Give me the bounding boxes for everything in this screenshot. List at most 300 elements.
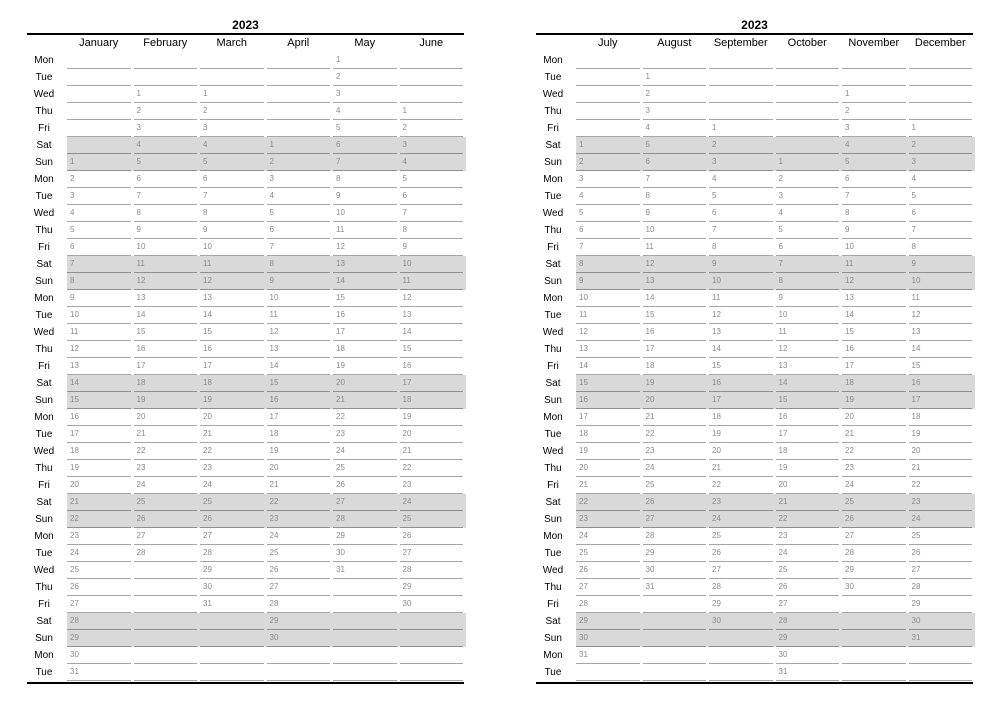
day-number: 1 bbox=[778, 157, 783, 166]
day-cell bbox=[842, 358, 909, 375]
weekday-label: Sat bbox=[36, 616, 52, 627]
day-cell bbox=[67, 205, 134, 222]
day-number: 14 bbox=[778, 378, 788, 387]
weekday-label: Fri bbox=[547, 242, 559, 253]
day-number: 23 bbox=[579, 514, 588, 523]
day-cell bbox=[200, 239, 267, 256]
day-cell bbox=[67, 409, 134, 426]
day-cell bbox=[776, 664, 843, 681]
day-number: 18 bbox=[402, 395, 412, 404]
day-number: 2 bbox=[579, 157, 584, 166]
day-cell bbox=[400, 341, 467, 358]
day-number: 12 bbox=[70, 344, 79, 353]
day-cell bbox=[576, 205, 643, 222]
day-cell bbox=[200, 647, 267, 664]
day-cell bbox=[134, 52, 201, 69]
calendar-row bbox=[536, 188, 973, 205]
day-cell bbox=[267, 460, 334, 477]
day-number: 17 bbox=[778, 429, 788, 438]
day-cell bbox=[200, 154, 267, 171]
day-number: 16 bbox=[136, 344, 146, 353]
day-number: 18 bbox=[579, 429, 588, 438]
day-number: 28 bbox=[712, 582, 721, 591]
day-cell bbox=[333, 188, 400, 205]
day-cell bbox=[67, 358, 134, 375]
day-cell bbox=[400, 69, 467, 86]
month-name-december: December bbox=[914, 37, 966, 49]
cell-underline bbox=[400, 680, 464, 681]
day-cell bbox=[400, 52, 467, 69]
weekday-label: Fri bbox=[547, 480, 559, 491]
day-cell bbox=[267, 375, 334, 392]
day-number: 17 bbox=[645, 344, 655, 353]
day-number: 12 bbox=[136, 276, 146, 285]
day-cell bbox=[842, 477, 909, 494]
day-number: 16 bbox=[336, 310, 345, 319]
day-cell bbox=[200, 545, 267, 562]
weekday-label: Sun bbox=[35, 157, 53, 168]
weekday-label: Sun bbox=[544, 633, 562, 644]
day-cell bbox=[400, 86, 467, 103]
day-number: 4 bbox=[778, 208, 783, 217]
day-cell bbox=[643, 664, 710, 681]
calendar-row bbox=[536, 69, 973, 86]
day-cell bbox=[134, 494, 201, 511]
calendar-row bbox=[536, 273, 973, 290]
bottom-rule bbox=[536, 682, 973, 684]
day-cell bbox=[909, 460, 976, 477]
day-cell bbox=[842, 596, 909, 613]
cell-underline bbox=[267, 680, 331, 681]
day-number: 26 bbox=[336, 480, 345, 489]
day-number: 4 bbox=[402, 157, 407, 166]
day-cell bbox=[267, 647, 334, 664]
day-cell bbox=[709, 426, 776, 443]
day-number: 16 bbox=[911, 378, 921, 387]
day-cell bbox=[267, 256, 334, 273]
day-number: 25 bbox=[911, 531, 921, 540]
day-cell bbox=[134, 103, 201, 120]
day-cell bbox=[333, 579, 400, 596]
calendar-row bbox=[536, 630, 973, 647]
day-cell bbox=[134, 86, 201, 103]
day-cell bbox=[643, 647, 710, 664]
day-number: 31 bbox=[911, 633, 921, 642]
day-cell bbox=[842, 494, 909, 511]
day-cell bbox=[842, 341, 909, 358]
day-cell bbox=[400, 647, 467, 664]
day-cell bbox=[842, 392, 909, 409]
calendar-half-jul-dec bbox=[536, 17, 973, 684]
day-cell bbox=[134, 358, 201, 375]
cell-underline bbox=[776, 680, 840, 681]
day-cell bbox=[776, 494, 843, 511]
day-cell bbox=[709, 392, 776, 409]
day-number: 9 bbox=[136, 225, 141, 234]
calendar-row bbox=[27, 613, 464, 630]
day-cell bbox=[134, 579, 201, 596]
calendar-row bbox=[27, 222, 464, 239]
day-number: 8 bbox=[911, 242, 916, 251]
calendar-row bbox=[536, 647, 973, 664]
day-cell bbox=[709, 545, 776, 562]
day-number: 10 bbox=[911, 276, 921, 285]
day-cell bbox=[643, 358, 710, 375]
calendar-row bbox=[536, 103, 973, 120]
day-number: 2 bbox=[778, 174, 783, 183]
cell-underline bbox=[643, 680, 707, 681]
day-cell bbox=[67, 256, 134, 273]
day-number: 26 bbox=[911, 548, 921, 557]
day-number: 10 bbox=[70, 310, 79, 319]
day-number: 10 bbox=[402, 259, 412, 268]
day-cell bbox=[842, 137, 909, 154]
calendar-row bbox=[27, 426, 464, 443]
day-cell bbox=[134, 392, 201, 409]
day-number: 23 bbox=[645, 446, 655, 455]
day-cell bbox=[709, 69, 776, 86]
day-cell bbox=[576, 341, 643, 358]
calendar-row bbox=[536, 409, 973, 426]
calendar-row bbox=[536, 528, 973, 545]
day-number: 25 bbox=[402, 514, 412, 523]
day-cell bbox=[909, 188, 976, 205]
day-cell bbox=[776, 188, 843, 205]
day-number: 1 bbox=[911, 123, 916, 132]
day-cell bbox=[909, 630, 976, 647]
day-cell bbox=[267, 324, 334, 341]
day-cell bbox=[576, 154, 643, 171]
day-cell bbox=[134, 528, 201, 545]
day-cell bbox=[643, 409, 710, 426]
day-number: 17 bbox=[203, 361, 212, 370]
day-cell bbox=[400, 205, 467, 222]
day-number: 14 bbox=[203, 310, 212, 319]
day-cell bbox=[842, 188, 909, 205]
calendar-row bbox=[27, 579, 464, 596]
calendar-row bbox=[27, 103, 464, 120]
day-number: 29 bbox=[645, 548, 655, 557]
day-number: 25 bbox=[712, 531, 721, 540]
day-number: 20 bbox=[70, 480, 79, 489]
day-number: 30 bbox=[269, 633, 279, 642]
day-cell bbox=[643, 443, 710, 460]
day-cell bbox=[67, 545, 134, 562]
weekday-label: Sat bbox=[545, 140, 561, 151]
day-cell bbox=[333, 154, 400, 171]
day-number: 14 bbox=[911, 344, 921, 353]
day-cell bbox=[400, 188, 467, 205]
day-cell bbox=[200, 256, 267, 273]
day-number: 21 bbox=[336, 395, 345, 404]
calendar-row bbox=[536, 171, 973, 188]
day-number: 7 bbox=[136, 191, 141, 200]
day-cell bbox=[643, 188, 710, 205]
weekday-label: Mon bbox=[34, 650, 54, 661]
day-cell bbox=[267, 426, 334, 443]
calendar-row bbox=[536, 86, 973, 103]
day-number: 16 bbox=[845, 344, 854, 353]
day-cell bbox=[776, 273, 843, 290]
day-number: 10 bbox=[645, 225, 655, 234]
day-cell bbox=[67, 630, 134, 647]
calendar-row bbox=[27, 494, 464, 511]
day-cell bbox=[67, 154, 134, 171]
day-cell bbox=[200, 69, 267, 86]
day-cell bbox=[776, 562, 843, 579]
day-number: 11 bbox=[203, 259, 212, 268]
day-number: 5 bbox=[778, 225, 783, 234]
day-cell bbox=[643, 154, 710, 171]
day-cell bbox=[909, 273, 976, 290]
month-name-june: June bbox=[419, 37, 444, 49]
day-number: 15 bbox=[402, 344, 412, 353]
day-number: 24 bbox=[269, 531, 279, 540]
day-cell bbox=[909, 307, 976, 324]
day-number: 22 bbox=[203, 446, 212, 455]
day-cell bbox=[842, 409, 909, 426]
day-number: 1 bbox=[336, 55, 341, 64]
day-cell bbox=[842, 443, 909, 460]
day-cell bbox=[134, 69, 201, 86]
day-number: 11 bbox=[845, 259, 854, 268]
day-number: 8 bbox=[402, 225, 407, 234]
day-cell bbox=[400, 120, 467, 137]
day-number: 16 bbox=[402, 361, 412, 370]
day-number: 7 bbox=[778, 259, 783, 268]
day-cell bbox=[842, 171, 909, 188]
weekday-label: Tue bbox=[544, 548, 562, 559]
day-cell bbox=[842, 222, 909, 239]
day-cell bbox=[134, 273, 201, 290]
day-cell bbox=[200, 477, 267, 494]
day-number: 19 bbox=[645, 378, 655, 387]
day-number: 6 bbox=[203, 174, 208, 183]
day-cell bbox=[200, 579, 267, 596]
weekday-label: Thu bbox=[544, 582, 562, 593]
day-cell bbox=[333, 630, 400, 647]
weekday-label: Mon bbox=[34, 174, 54, 185]
day-cell bbox=[400, 137, 467, 154]
calendar-row bbox=[536, 545, 973, 562]
weekday-label: Wed bbox=[542, 327, 564, 338]
day-cell bbox=[267, 562, 334, 579]
day-cell bbox=[267, 596, 334, 613]
day-number: 6 bbox=[269, 225, 274, 234]
calendar-row bbox=[536, 256, 973, 273]
day-number: 14 bbox=[712, 344, 721, 353]
day-number: 8 bbox=[645, 191, 650, 200]
day-number: 28 bbox=[336, 514, 345, 523]
day-cell bbox=[200, 324, 267, 341]
day-cell bbox=[400, 494, 467, 511]
day-number: 3 bbox=[579, 174, 584, 183]
day-cell bbox=[909, 290, 976, 307]
day-cell bbox=[200, 392, 267, 409]
day-number: 5 bbox=[70, 225, 75, 234]
weekday-label: Sun bbox=[35, 514, 53, 525]
month-name-january: January bbox=[79, 37, 119, 49]
day-number: 19 bbox=[911, 429, 921, 438]
day-cell bbox=[200, 273, 267, 290]
day-cell bbox=[134, 613, 201, 630]
day-cell bbox=[134, 154, 201, 171]
day-cell bbox=[576, 188, 643, 205]
day-cell bbox=[333, 290, 400, 307]
day-cell bbox=[643, 630, 710, 647]
day-cell bbox=[842, 290, 909, 307]
day-number: 23 bbox=[778, 531, 788, 540]
day-number: 8 bbox=[269, 259, 274, 268]
day-cell bbox=[776, 647, 843, 664]
day-cell bbox=[200, 443, 267, 460]
day-cell bbox=[909, 256, 976, 273]
weekday-label: Tue bbox=[544, 72, 562, 83]
weekday-label: Wed bbox=[542, 208, 564, 219]
day-cell bbox=[576, 545, 643, 562]
day-cell bbox=[400, 664, 467, 681]
day-number: 24 bbox=[645, 463, 655, 472]
day-number: 24 bbox=[70, 548, 79, 557]
day-cell bbox=[709, 664, 776, 681]
day-number: 2 bbox=[203, 106, 208, 115]
day-cell bbox=[67, 137, 134, 154]
day-cell bbox=[842, 154, 909, 171]
month-name-march: March bbox=[216, 37, 248, 49]
day-cell bbox=[67, 52, 134, 69]
day-number: 30 bbox=[911, 616, 921, 625]
day-cell bbox=[134, 562, 201, 579]
day-cell bbox=[67, 120, 134, 137]
day-cell bbox=[576, 528, 643, 545]
day-cell bbox=[267, 664, 334, 681]
day-number: 23 bbox=[845, 463, 854, 472]
day-cell bbox=[909, 664, 976, 681]
day-number: 6 bbox=[778, 242, 783, 251]
day-number: 23 bbox=[70, 531, 79, 540]
day-number: 24 bbox=[845, 480, 854, 489]
day-cell bbox=[643, 477, 710, 494]
day-cell bbox=[709, 307, 776, 324]
day-number: 1 bbox=[269, 140, 274, 149]
day-number: 3 bbox=[203, 123, 208, 132]
day-number: 24 bbox=[136, 480, 146, 489]
day-cell bbox=[776, 137, 843, 154]
weekday-label: Mon bbox=[543, 650, 563, 661]
day-number: 3 bbox=[136, 123, 141, 132]
cell-underline bbox=[842, 680, 906, 681]
day-cell bbox=[333, 494, 400, 511]
day-number: 26 bbox=[645, 497, 655, 506]
day-cell bbox=[267, 137, 334, 154]
day-cell bbox=[576, 273, 643, 290]
weekday-label: Wed bbox=[542, 565, 564, 576]
day-number: 18 bbox=[203, 378, 212, 387]
day-cell bbox=[776, 426, 843, 443]
calendar-row bbox=[536, 596, 973, 613]
day-cell bbox=[67, 494, 134, 511]
day-cell bbox=[400, 358, 467, 375]
day-number: 27 bbox=[579, 582, 588, 591]
day-cell bbox=[709, 579, 776, 596]
day-cell bbox=[643, 511, 710, 528]
day-cell bbox=[576, 137, 643, 154]
day-number: 29 bbox=[70, 633, 79, 642]
day-number: 5 bbox=[269, 208, 274, 217]
day-number: 5 bbox=[712, 191, 717, 200]
day-cell bbox=[200, 188, 267, 205]
day-number: 8 bbox=[70, 276, 75, 285]
day-cell bbox=[200, 103, 267, 120]
day-number: 7 bbox=[845, 191, 850, 200]
day-cell bbox=[400, 256, 467, 273]
weekday-label: Thu bbox=[35, 225, 53, 236]
calendar-row bbox=[27, 69, 464, 86]
day-cell bbox=[643, 528, 710, 545]
day-cell bbox=[200, 86, 267, 103]
day-cell bbox=[67, 392, 134, 409]
day-cell bbox=[776, 375, 843, 392]
day-cell bbox=[333, 52, 400, 69]
day-cell bbox=[776, 511, 843, 528]
day-number: 16 bbox=[70, 412, 79, 421]
day-cell bbox=[333, 596, 400, 613]
day-cell bbox=[576, 256, 643, 273]
day-number: 11 bbox=[778, 327, 787, 336]
day-number: 18 bbox=[336, 344, 345, 353]
day-cell bbox=[134, 596, 201, 613]
day-number: 12 bbox=[203, 276, 212, 285]
day-number: 8 bbox=[778, 276, 783, 285]
month-header-row bbox=[536, 35, 973, 52]
day-cell bbox=[909, 154, 976, 171]
day-cell bbox=[134, 341, 201, 358]
day-number: 9 bbox=[269, 276, 274, 285]
calendar-row bbox=[536, 392, 973, 409]
day-cell bbox=[400, 409, 467, 426]
day-number: 22 bbox=[911, 480, 921, 489]
weekday-label: Fri bbox=[547, 599, 559, 610]
day-cell bbox=[776, 528, 843, 545]
day-cell bbox=[842, 630, 909, 647]
day-number: 25 bbox=[778, 565, 788, 574]
day-cell bbox=[709, 596, 776, 613]
day-number: 14 bbox=[336, 276, 345, 285]
day-cell bbox=[643, 171, 710, 188]
day-number: 30 bbox=[778, 650, 788, 659]
cell-underline bbox=[709, 680, 773, 681]
day-cell bbox=[200, 630, 267, 647]
day-cell bbox=[576, 409, 643, 426]
day-cell bbox=[333, 86, 400, 103]
day-number: 7 bbox=[269, 242, 274, 251]
day-number: 4 bbox=[712, 174, 717, 183]
day-cell bbox=[200, 205, 267, 222]
day-cell bbox=[134, 137, 201, 154]
day-number: 18 bbox=[778, 446, 788, 455]
day-number: 19 bbox=[269, 446, 279, 455]
day-cell bbox=[709, 86, 776, 103]
day-cell bbox=[576, 579, 643, 596]
day-cell bbox=[709, 256, 776, 273]
day-cell bbox=[709, 52, 776, 69]
day-cell bbox=[67, 324, 134, 341]
day-cell bbox=[134, 171, 201, 188]
day-number: 10 bbox=[136, 242, 146, 251]
day-number: 19 bbox=[778, 463, 788, 472]
day-number: 1 bbox=[845, 89, 850, 98]
weekday-label: Thu bbox=[35, 106, 53, 117]
